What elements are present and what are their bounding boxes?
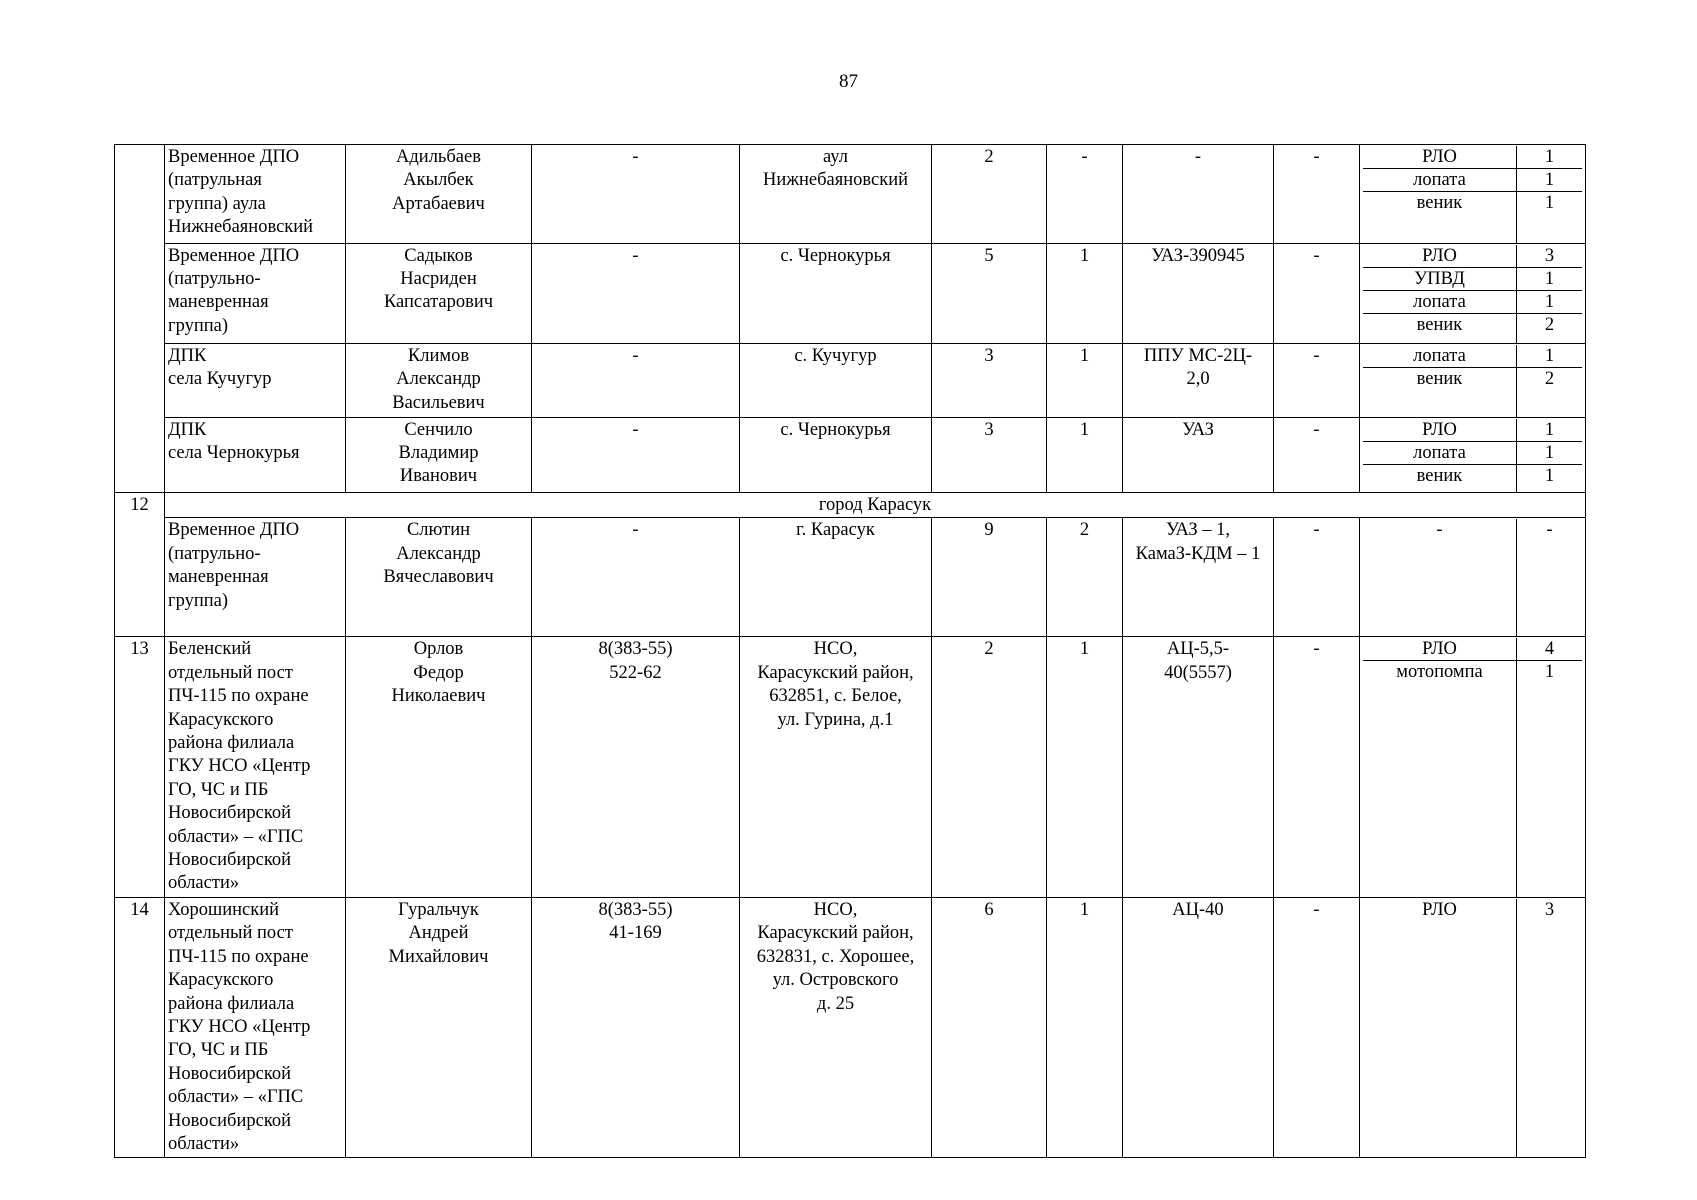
personnel-count: 3 <box>932 417 1047 493</box>
row-number <box>115 145 165 493</box>
head-name: Слютин Александр Вячеславович <box>346 518 532 637</box>
address: НСО, Карасукский район, 632851, с. Белое, ул. Гурина, д.1 <box>740 637 932 898</box>
equipment-item <box>1363 661 1582 897</box>
equipment-name: УПВД <box>1363 267 1517 290</box>
equipment-name: РЛО <box>1363 899 1517 1157</box>
unit-name: Беленский отдельный пост ПЧ-115 по охране Карасукского района филиала ГКУ НСО «Центр ГО, ЧС и ПБ Новосибирской области» – «ГПС Новосибирской области» <box>165 637 346 898</box>
equipment-item <box>1363 899 1582 1157</box>
equipment-list <box>1363 638 1582 897</box>
equipment-qty: 2 <box>1517 368 1583 417</box>
equipment-name: лопата <box>1363 345 1517 368</box>
table-row <box>115 417 1586 493</box>
vehicle-count: - <box>1047 145 1123 244</box>
equipment-list <box>1363 899 1582 1157</box>
section-title: город Карасук <box>165 493 1586 518</box>
personnel-count: 2 <box>932 637 1047 898</box>
table-row <box>115 344 1586 418</box>
equipment-item <box>1363 464 1582 492</box>
equipment-item <box>1363 638 1582 661</box>
equipment-item <box>1363 146 1582 169</box>
row-number: 13 <box>115 637 165 898</box>
head-name: Климов Александр Васильевич <box>346 344 532 418</box>
vehicle-count: 1 <box>1047 344 1123 418</box>
equipment-item <box>1363 519 1582 636</box>
reserve-value: - <box>1274 897 1360 1157</box>
equipment-item <box>1363 267 1582 290</box>
unit-name: Временное ДПО (патрульно- маневренная группа) <box>165 243 346 344</box>
row-number: 14 <box>115 897 165 1157</box>
vehicle-list: ППУ МС-2Ц- 2,0 <box>1123 344 1274 418</box>
vehicle-count: 1 <box>1047 637 1123 898</box>
equipment-qty: 1 <box>1517 464 1583 492</box>
equipment-name: веник <box>1363 192 1517 243</box>
equipment-item <box>1363 313 1582 343</box>
address: с. Кучугур <box>740 344 932 418</box>
vehicle-count: 1 <box>1047 243 1123 344</box>
reserve-value: - <box>1274 145 1360 244</box>
head-name: Сенчило Владимир Иванович <box>346 417 532 493</box>
phone: - <box>532 518 740 637</box>
phone: 8(383-55) 522-62 <box>532 637 740 898</box>
unit-name: Временное ДПО (патрульно- маневренная группа) <box>165 518 346 637</box>
equipment-cell <box>1360 518 1586 637</box>
phone: 8(383-55) 41-169 <box>532 897 740 1157</box>
equipment-item <box>1363 441 1582 464</box>
reserve-value: - <box>1274 417 1360 493</box>
address: с. Чернокурья <box>740 243 932 344</box>
equipment-list <box>1363 345 1582 417</box>
equipment-qty: 1 <box>1517 169 1583 192</box>
equipment-item <box>1363 169 1582 192</box>
equipment-cell <box>1360 243 1586 344</box>
personnel-count: 9 <box>932 518 1047 637</box>
page-number: 87 <box>839 71 858 92</box>
equipment-qty: 3 <box>1544 245 1555 266</box>
equipment-qty: 3 <box>1544 899 1555 920</box>
equipment-item <box>1363 245 1582 268</box>
unit-name: Временное ДПО (патрульная группа) аула Нижнебаяновский <box>165 145 346 244</box>
address: аул Нижнебаяновский <box>740 145 932 244</box>
equipment-cell <box>1360 417 1586 493</box>
phone: - <box>532 243 740 344</box>
address: НСО, Карасукский район, 632831, с. Хорошее, ул. Островского д. 25 <box>740 897 932 1157</box>
head-name: Адильбаев Акылбек Артабаевич <box>346 145 532 244</box>
table-row <box>115 243 1586 344</box>
table-row <box>115 518 1586 637</box>
equipment-qty: 1 <box>1544 419 1555 440</box>
reserve-value: - <box>1274 637 1360 898</box>
equipment-name: веник <box>1363 464 1517 492</box>
reserve-value: - <box>1274 243 1360 344</box>
vehicle-count: 1 <box>1047 897 1123 1157</box>
vehicle-count: 2 <box>1047 518 1123 637</box>
equipment-qty: 1 <box>1517 267 1583 290</box>
equipment-cell <box>1360 637 1586 898</box>
personnel-count: 3 <box>932 344 1047 418</box>
vehicle-list: АЦ-5,5- 40(5557) <box>1123 637 1274 898</box>
equipment-name: лопата <box>1363 169 1517 192</box>
personnel-count: 5 <box>932 243 1047 344</box>
vehicle-list: - <box>1123 145 1274 244</box>
unit-name: ДПК села Чернокурья <box>165 417 346 493</box>
head-name: Садыков Насриден Капсатарович <box>346 243 532 344</box>
personnel-count: 6 <box>932 897 1047 1157</box>
vehicle-list: АЦ-40 <box>1123 897 1274 1157</box>
section-header-row <box>115 493 1586 518</box>
address: г. Карасук <box>740 518 932 637</box>
reserve-value: - <box>1274 344 1360 418</box>
phone: - <box>532 145 740 244</box>
equipment-cell <box>1360 897 1586 1157</box>
unit-name: Хорошинский отдельный пост ПЧ-115 по охране Карасукского района филиала ГКУ НСО «Центр ГО, ЧС и ПБ Новосибирской области» – «ГПС Новосибирской области» <box>165 897 346 1157</box>
equipment-list <box>1363 245 1582 344</box>
equipment-list <box>1363 419 1582 493</box>
equipment-name: РЛО <box>1363 419 1517 442</box>
equipment-qty: 1 <box>1517 441 1583 464</box>
equipment-name: лопата <box>1363 441 1517 464</box>
equipment-qty: - <box>1546 520 1553 541</box>
equipment-name: РЛО <box>1363 638 1517 661</box>
personnel-count: 2 <box>932 145 1047 244</box>
equipment-qty: 4 <box>1544 639 1555 660</box>
equipment-name: веник <box>1363 368 1517 417</box>
vehicle-count: 1 <box>1047 417 1123 493</box>
equipment-qty: 1 <box>1517 290 1583 313</box>
equipment-qty: 1 <box>1544 346 1555 366</box>
equipment-name: - <box>1363 519 1517 636</box>
equipment-list <box>1363 146 1582 243</box>
equipment-name: веник <box>1363 313 1517 343</box>
row-number <box>115 518 165 637</box>
equipment-cell <box>1360 145 1586 244</box>
table-row <box>115 897 1586 1157</box>
vehicle-list: УАЗ – 1, КамаЗ-КДМ – 1 <box>1123 518 1274 637</box>
equipment-qty: 1 <box>1517 661 1583 897</box>
equipment-name: РЛО <box>1363 245 1517 268</box>
phone: - <box>532 344 740 418</box>
fire-units-table <box>114 144 1586 1158</box>
equipment-name: лопата <box>1363 290 1517 313</box>
equipment-qty: 2 <box>1517 313 1583 343</box>
equipment-item <box>1363 192 1582 243</box>
equipment-cell <box>1360 344 1586 418</box>
equipment-qty: 1 <box>1544 147 1555 167</box>
head-name: Гуральчук Андрей Михайлович <box>346 897 532 1157</box>
equipment-name: мотопомпа <box>1363 661 1517 897</box>
equipment-item <box>1363 345 1582 368</box>
equipment-name: РЛО <box>1363 146 1517 169</box>
table-row <box>115 637 1586 898</box>
equipment-item <box>1363 368 1582 417</box>
equipment-list <box>1363 519 1582 636</box>
equipment-item <box>1363 290 1582 313</box>
reserve-value: - <box>1274 518 1360 637</box>
head-name: Орлов Федор Николаевич <box>346 637 532 898</box>
unit-name: ДПК села Кучугур <box>165 344 346 418</box>
equipment-qty: 1 <box>1517 192 1583 243</box>
equipment-item <box>1363 419 1582 442</box>
table-row <box>115 145 1586 244</box>
address: с. Чернокурья <box>740 417 932 493</box>
phone: - <box>532 417 740 493</box>
vehicle-list: УАЗ-390945 <box>1123 243 1274 344</box>
section-number: 12 <box>115 493 165 518</box>
vehicle-list: УАЗ <box>1123 417 1274 493</box>
